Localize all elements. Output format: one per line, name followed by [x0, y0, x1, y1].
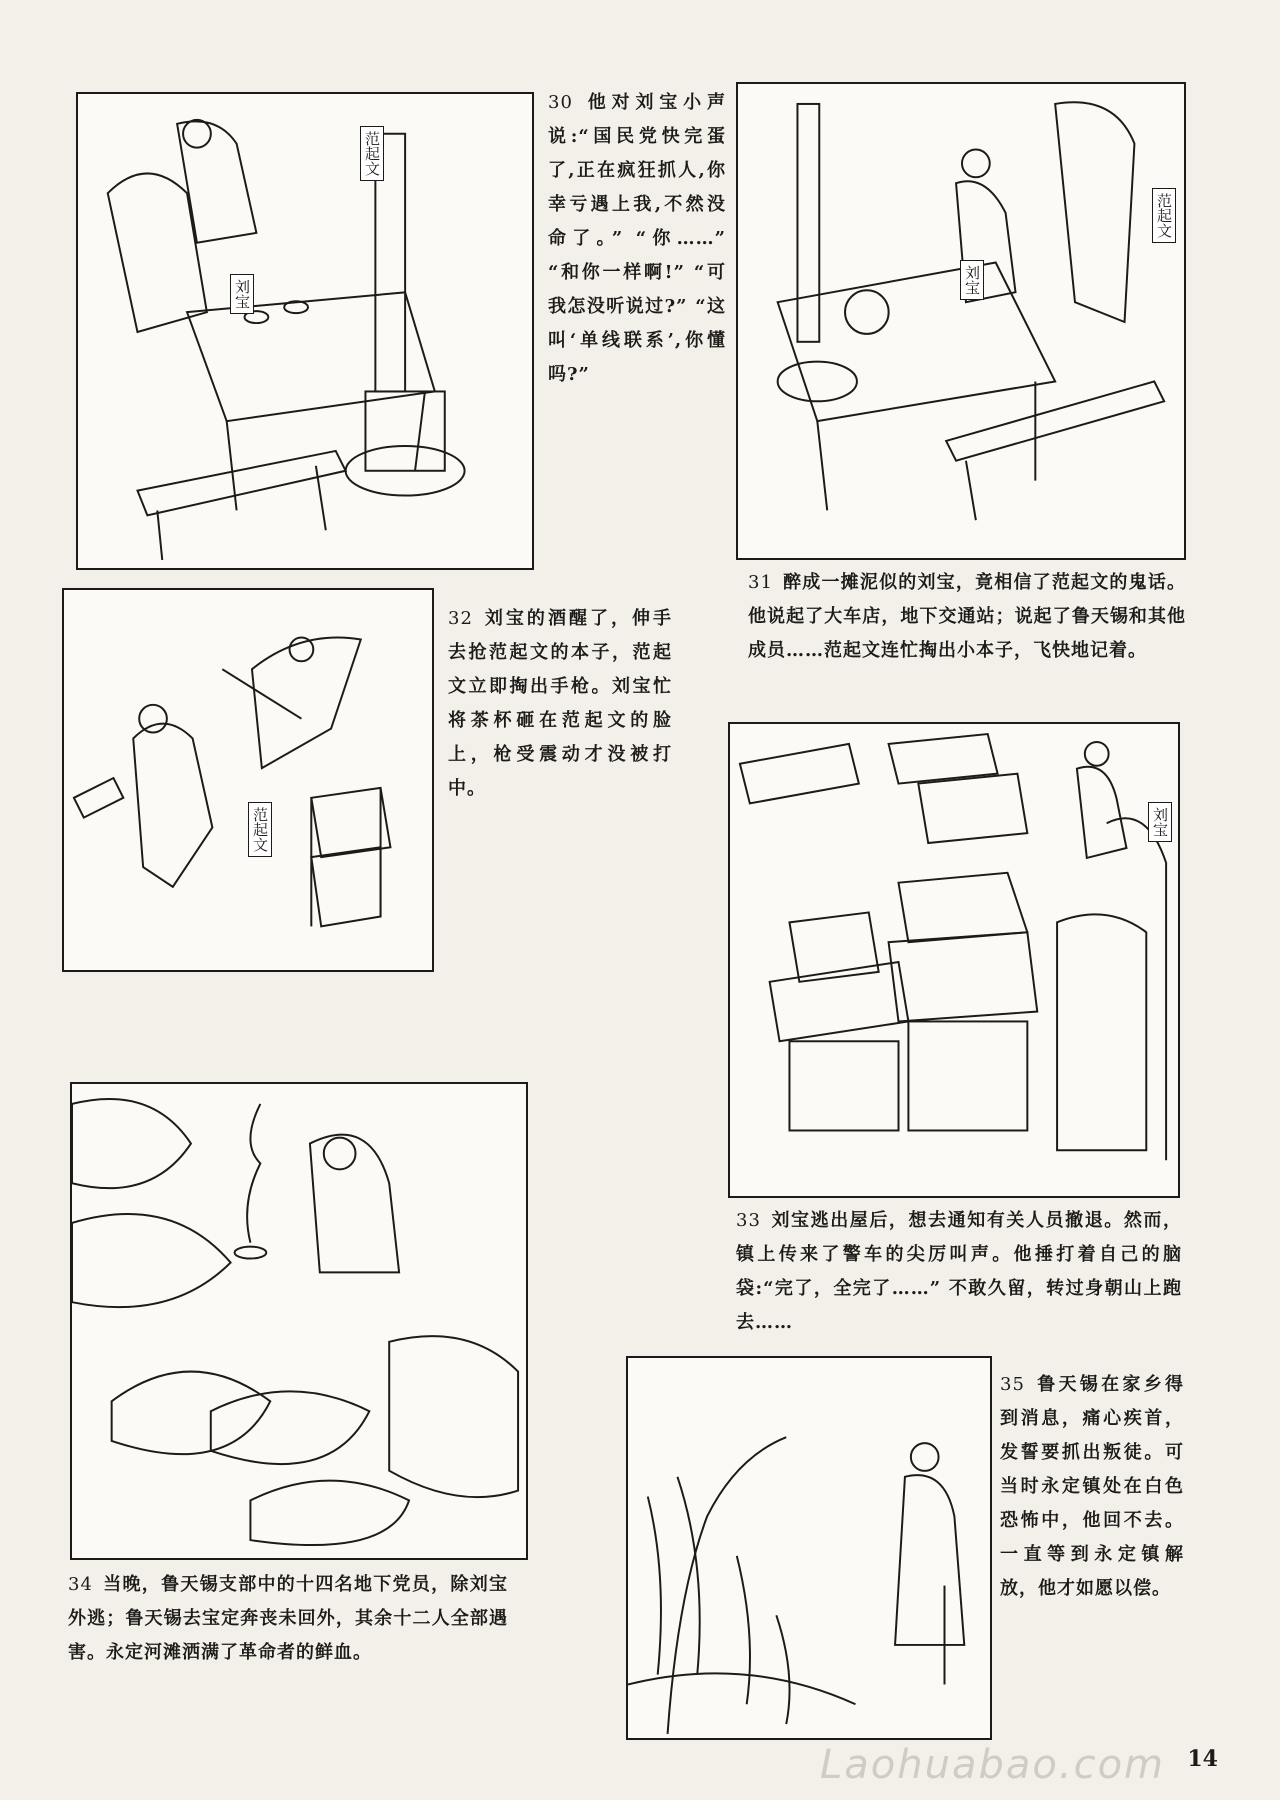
panel-number: 34: [68, 1574, 93, 1595]
panel-31-illustration: [736, 82, 1186, 560]
panel-33-illustration: [728, 722, 1180, 1198]
lu-tianxi-willow-illustration: [628, 1358, 990, 1738]
fan-qiwen-writing-illustration: [738, 84, 1184, 558]
caption-33: [736, 1204, 1182, 1340]
caption-34: [68, 1568, 508, 1670]
panel-number: 35: [1000, 1374, 1025, 1395]
name-sign-liu-bao: 刘宝: [960, 260, 984, 300]
caption-text: 醉成一摊泥似的刘宝，竟相信了范起文的鬼话。他说起了大车店，地下交通站；说起了鲁天锡和其他成员……范起文连忙掏出小本子，飞快地记着。: [748, 572, 1186, 661]
martyrs-mourning-illustration: [72, 1084, 526, 1558]
page-number: 14: [1187, 1746, 1218, 1772]
panel-number: 30: [548, 92, 573, 113]
panel-30-illustration: [76, 92, 534, 570]
caption-text: 刘宝逃出屋后，想去通知有关人员撤退。然而，镇上传来了警车的尖厉叫声。他捶打着自己的脑袋:“完了，全完了……” 不敢久留，转过身朝山上跑去……: [736, 1210, 1182, 1333]
caption-32: [448, 602, 672, 806]
caption-31: [748, 566, 1186, 668]
caption-35: [1000, 1368, 1184, 1606]
caption-30: [548, 86, 726, 392]
caption-text: 他对刘宝小声说:“国民党快完蛋了,正在疯狂抓人,你幸亏遇上我,不然没命了。” “你……” “和你一样啊!” “可我怎没听说过?” “这叫‘单线联系’,你懂吗?”: [548, 92, 726, 385]
name-sign-liu-bao: 刘宝: [1148, 802, 1172, 842]
tea-room-scene-illustration: [78, 94, 532, 568]
name-sign-fan-qiwen: 范起文: [1152, 188, 1176, 243]
panel-35-illustration: [626, 1356, 992, 1740]
name-sign-fan-qiwen: 范起文: [360, 126, 384, 181]
panel-34-illustration: [70, 1082, 528, 1560]
panel-32-illustration: [62, 588, 434, 972]
name-sign-fan-qiwen: 范起文: [248, 802, 272, 857]
name-sign-liu-bao: 刘宝: [230, 274, 254, 314]
panel-number: 31: [748, 572, 773, 593]
caption-text: 刘宝的酒醒了，伸手去抢范起文的本子，范起文立即掏出手枪。刘宝忙将茶杯砸在范起文的脸上，枪受震动才没被打中。: [448, 608, 672, 799]
caption-text: 当晚，鲁天锡支部中的十四名地下党员，除刘宝外逃；鲁天锡去宝定奔丧未回外，其余十二人全部遇害。永定河滩洒满了革命者的鲜血。: [68, 1574, 508, 1663]
panel-number: 32: [448, 608, 473, 629]
site-watermark: Laohuabao.com: [820, 1742, 1166, 1788]
caption-text: 鲁天锡在家乡得到消息，痛心疾首，发誓要抓出叛徒。可当时永定镇处在白色恐怖中，他回不去。一直等到永定镇解放，他才如愿以偿。: [1000, 1374, 1184, 1599]
pagoda-escape-illustration: [730, 724, 1178, 1196]
panel-number: 33: [736, 1210, 761, 1231]
struggle-scene-illustration: [64, 590, 432, 970]
